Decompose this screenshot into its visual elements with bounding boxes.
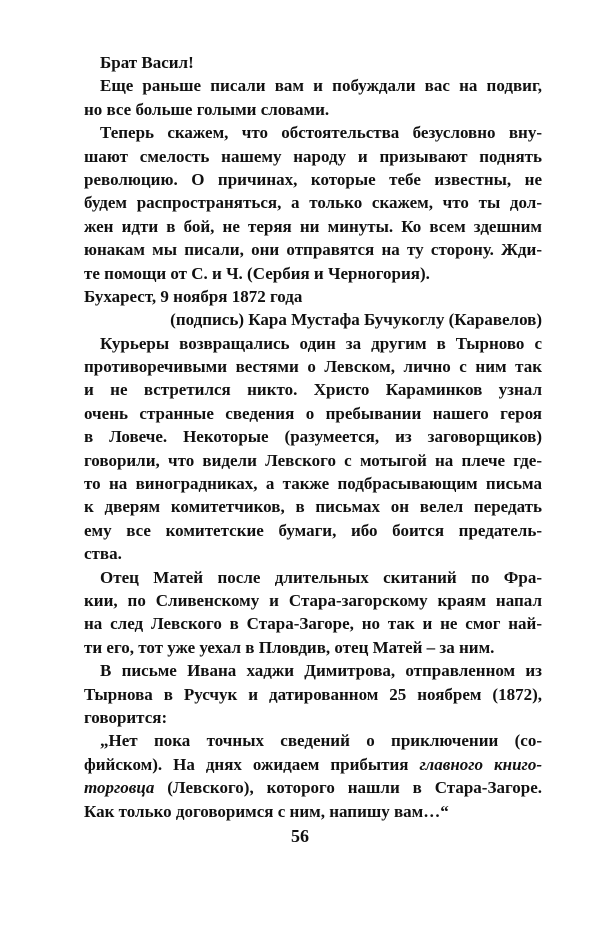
text-line [84, 612, 542, 635]
page-body-text [84, 51, 542, 823]
text-segment: Отец Матей после длительных скитаний по Фра- [100, 567, 542, 587]
text-line [84, 74, 542, 97]
text-segment: будем распространяться, а только скажем, что ты дол- [84, 193, 542, 213]
text-line [84, 355, 542, 378]
text-segment: шают смелость нашему народу и призывают поднять [84, 146, 542, 166]
text-segment: фийском). На днях ожидаем прибытия [84, 754, 420, 774]
text-segment: ства. [84, 544, 122, 564]
text-line [84, 472, 542, 495]
text-line [84, 683, 542, 706]
text-segment: но все больше голыми словами. [84, 99, 330, 119]
text-line [84, 402, 542, 425]
text-segment: говорили, что видели Левского с мотыгой на плече где- [84, 450, 542, 470]
text-line [84, 636, 542, 659]
text-segment: те помощи от С. и Ч. (Сербия и Черногория). [84, 263, 430, 283]
text-line [84, 566, 542, 589]
text-segment: в Ловече. Некоторые (разумеется, из заговорщиков) [84, 427, 542, 447]
text-segment: к дверям комитетчиков, в письмах он велел передать [84, 497, 542, 517]
text-line [84, 589, 542, 612]
text-line [84, 753, 542, 776]
text-line [84, 542, 542, 565]
text-segment: говорится: [84, 707, 168, 727]
text-segment: ти его, тот уже уехал в Пловдив, отец Матей – за ним. [84, 637, 495, 657]
text-segment: революцию. О причинах, которые тебе известны, не [84, 169, 542, 189]
text-line [84, 191, 542, 214]
text-segment: Еще раньше писали вам и побуждали вас на подвиг, [100, 76, 542, 96]
text-line [84, 729, 542, 752]
text-line [84, 425, 542, 448]
text-line [84, 51, 542, 74]
text-line [84, 98, 542, 121]
text-segment: очень странные сведения о пребывании нашего героя [84, 403, 542, 423]
text-segment: то на виноградниках, а также подбрасывающим письма [84, 474, 542, 494]
text-segment: противоречивыми вестями о Левском, лично с ним так [84, 357, 542, 377]
text-segment: (Левского), которого нашли в Стара-Загоре. [154, 778, 542, 798]
text-line [84, 776, 542, 799]
text-segment: и не встретился никто. Христо Караминков узнал [84, 380, 542, 400]
text-segment: Теперь скажем, что обстоятельства безусловно вну- [100, 123, 542, 143]
text-line [84, 168, 542, 191]
text-segment: (подпись) Кара Мустафа Бучукоглу (Каравелов) [170, 310, 542, 330]
text-line [84, 121, 542, 144]
text-segment: жен идти в бой, не теряя ни минуты. Ко всем здешним [84, 216, 542, 236]
page-number: 56 [291, 826, 309, 846]
text-segment: юнакам мы писали, они отправятся на ту сторону. Жди- [84, 240, 542, 260]
text-segment: Брат Васил! [100, 53, 194, 72]
text-line [84, 378, 542, 401]
text-segment: „Нет пока точных сведений о приключении (со- [100, 731, 542, 751]
text-line [84, 238, 542, 261]
text-segment: на след Левского в Стара-Загоре, но так и не смог най- [84, 614, 542, 634]
text-line [84, 262, 542, 285]
text-segment: В письме Ивана хаджи Димитрова, отправленном из [100, 661, 542, 681]
text-line [84, 495, 542, 518]
text-line [84, 800, 542, 823]
text-line [84, 519, 542, 542]
text-line [84, 449, 542, 472]
text-line [84, 706, 542, 729]
text-line [84, 285, 542, 308]
text-line [84, 659, 542, 682]
text-segment: Тырнова в Русчук и датированном 25 ноябрем (1872), [84, 684, 542, 704]
text-segment: Курьеры возвращались один за другим в Тырново с [100, 333, 542, 353]
text-segment: Бухарест, 9 ноября 1872 года [84, 286, 303, 306]
text-line [84, 215, 542, 238]
italic-text-segment: торговца [84, 778, 155, 798]
text-line [84, 332, 542, 355]
text-line [84, 145, 542, 168]
text-segment: ему все комитетские бумаги, ибо боится предатель- [84, 520, 542, 540]
italic-text-segment: главного книго- [419, 754, 542, 774]
text-segment: Как только договоримся с ним, напишу вам…“ [84, 801, 449, 821]
text-line [84, 308, 542, 331]
text-segment: кии, по Сливенскому и Стара-загорскому краям напал [84, 590, 542, 610]
